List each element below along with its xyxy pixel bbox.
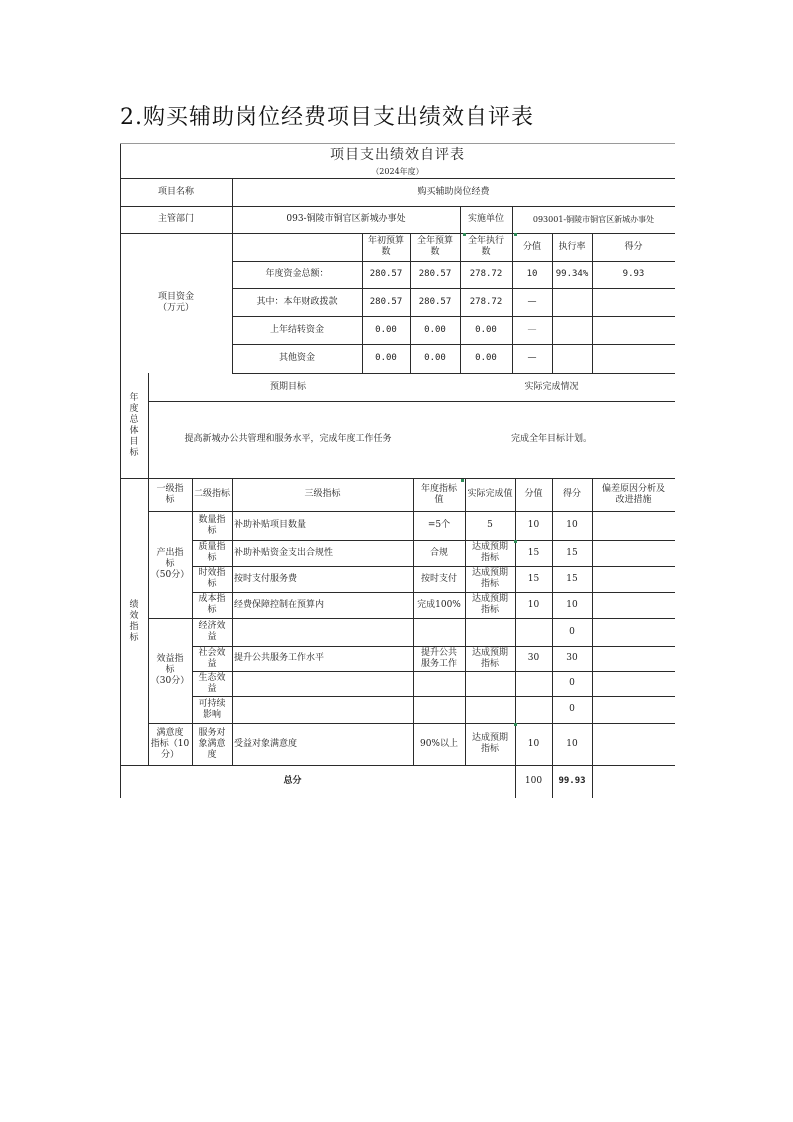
perf-level1-satisfaction: 满意度 指标（10 分） [150, 727, 190, 760]
funds-row-label: 其他资金 [278, 353, 315, 363]
perf-value: 30 [527, 653, 540, 663]
perf-level3: 补助补贴项目数量 [234, 520, 307, 530]
perf-level3: 补助补贴资金支出合规性 [234, 547, 334, 558]
funds-row-initial: 280.57 [369, 269, 403, 279]
funds-row-score-value: — [527, 353, 537, 363]
perf-header-level1: 一级指 标 [156, 483, 184, 505]
total-value: 100 [524, 776, 543, 786]
perf-score: 0 [569, 678, 575, 688]
perf-score: 10 [566, 520, 578, 530]
perf-target: 提升公共 服务工作 [420, 647, 457, 669]
funds-header-rate: 执行率 [558, 241, 586, 252]
perf-value: 10 [527, 599, 540, 610]
funds-row-executed: 278.72 [469, 269, 503, 279]
perf-score: 15 [566, 547, 578, 558]
total-score: 99.93 [558, 776, 586, 786]
goal-actual-header: 实际完成情况 [524, 381, 579, 392]
perf-target: 合规 [429, 547, 448, 558]
funds-row-annual: 280.57 [418, 269, 452, 279]
perf-level1-output: 产出指 标 （50分） [150, 548, 190, 580]
perf-value: 10 [527, 520, 540, 530]
funds-row-annual: 0.00 [424, 353, 446, 363]
perf-header-level3: 三级指标 [304, 489, 341, 499]
perf-actual: 达成预期 指标 [471, 647, 508, 669]
perf-level3: 受益对象满意度 [234, 738, 298, 749]
funds-header-executed: 全年执行 数 [467, 236, 504, 257]
funds-label: 项目资金 （万元） [157, 292, 194, 313]
perf-score: 0 [569, 704, 575, 714]
funds-row-label: 其中：本年财政拨款 [256, 296, 338, 307]
funds-row-initial: 0.00 [375, 353, 397, 363]
total-label: 总分 [283, 776, 302, 786]
funds-row-rate: 99.34% [555, 269, 589, 279]
perf-level3: 提升公共服务工作水平 [234, 653, 325, 663]
perf-label: 绩 效 指 标 [129, 599, 139, 643]
project-name-value: 购买辅助岗位经费 [417, 186, 490, 197]
page-heading: 2.购买辅助岗位经费项目支出绩效自评表 [120, 105, 534, 130]
perf-actual: 达成预期 指标 [471, 733, 508, 754]
perf-target: =5个 [427, 520, 451, 530]
perf-header-target: 年度指标 值 [420, 483, 457, 505]
perf-header-deviation: 偏差原因分析及 改进措施 [601, 483, 665, 505]
goal-label: 年 度 总 体 目 标 [129, 392, 139, 458]
perf-level2: 数量指 标 [198, 514, 226, 536]
table-title: 项目支出绩效自评表 [330, 146, 465, 163]
perf-target: 完成100% [417, 599, 461, 610]
perf-level2: 时效指 标 [198, 568, 226, 589]
perf-actual: 5 [487, 520, 493, 530]
funds-header-score-value: 分值 [522, 241, 541, 252]
perf-header-level2: 二级指标 [193, 489, 230, 499]
perf-score: 10 [566, 599, 578, 610]
funds-row-score-value: 10 [526, 269, 538, 279]
funds-row-annual: 0.00 [424, 324, 446, 335]
perf-value: 10 [527, 738, 540, 749]
perf-score: 10 [566, 738, 578, 749]
funds-row-score: 9.93 [622, 269, 645, 279]
project-name-label: 项目名称 [157, 186, 194, 197]
funds-row-label: 上年结转资金 [269, 324, 324, 335]
perf-level2: 服务对 象满意 度 [198, 727, 226, 760]
perf-level1-benefit: 效益指 标 （30分） [150, 654, 190, 686]
goal-expected-header: 预期目标 [269, 381, 306, 392]
perf-level2: 成本指 标 [198, 594, 226, 615]
perf-score: 30 [566, 653, 578, 663]
impl-value: 093001-铜陵市铜官区新城办事处 [532, 215, 655, 224]
funds-row-initial: 0.00 [375, 324, 397, 335]
perf-target: 90%以上 [419, 738, 458, 749]
funds-row-score-value: — [527, 296, 537, 307]
funds-row-score-value: — [527, 324, 537, 335]
perf-target: 按时支付 [420, 573, 457, 584]
funds-row-executed: 278.72 [469, 296, 503, 307]
perf-actual: 达成预期 指标 [471, 542, 508, 563]
perf-level2: 可持续 影响 [198, 698, 226, 720]
perf-level3: 按时支付服务费 [234, 573, 298, 584]
perf-actual: 达成预期 指标 [471, 568, 508, 589]
funds-row-annual: 280.57 [418, 296, 452, 307]
perf-level2: 生态效 益 [198, 672, 226, 694]
goal-expected-text: 提高新城办公共管理和服务水平，完成年度工作任务 [184, 434, 392, 444]
perf-value: 15 [527, 573, 540, 584]
perf-header-actual: 实际完成值 [467, 489, 513, 499]
perf-level2: 经济效 益 [198, 621, 226, 642]
impl-label: 实施单位 [467, 214, 504, 224]
funds-row-label: 年度资金总额： [265, 269, 329, 279]
self-evaluation-table [120, 143, 675, 798]
year-note: （2024年度） [371, 166, 424, 176]
perf-level2: 社会效 益 [198, 647, 226, 669]
perf-header-score: 得分 [562, 489, 581, 499]
perf-score: 0 [569, 626, 575, 637]
dept-value: 093-铜陵市铜官区新城办事处 [286, 214, 406, 224]
perf-score: 15 [566, 573, 578, 584]
funds-row-initial: 280.57 [369, 296, 403, 307]
dept-label: 主管部门 [157, 214, 194, 224]
funds-header-initial: 年初预算 数 [367, 236, 404, 257]
perf-level2: 质量指 标 [198, 542, 226, 563]
goal-actual-text: 完成全年目标计划。 [510, 434, 592, 444]
perf-level3: 经费保障控制在预算内 [234, 599, 325, 610]
funds-header-score: 得分 [624, 241, 643, 252]
perf-header-value: 分值 [524, 489, 543, 499]
funds-header-annual: 全年预算 数 [416, 236, 453, 257]
perf-value: 15 [527, 547, 540, 558]
funds-row-executed: 0.00 [475, 353, 497, 363]
funds-row-executed: 0.00 [475, 324, 497, 335]
perf-actual: 达成预期 指标 [471, 594, 508, 615]
